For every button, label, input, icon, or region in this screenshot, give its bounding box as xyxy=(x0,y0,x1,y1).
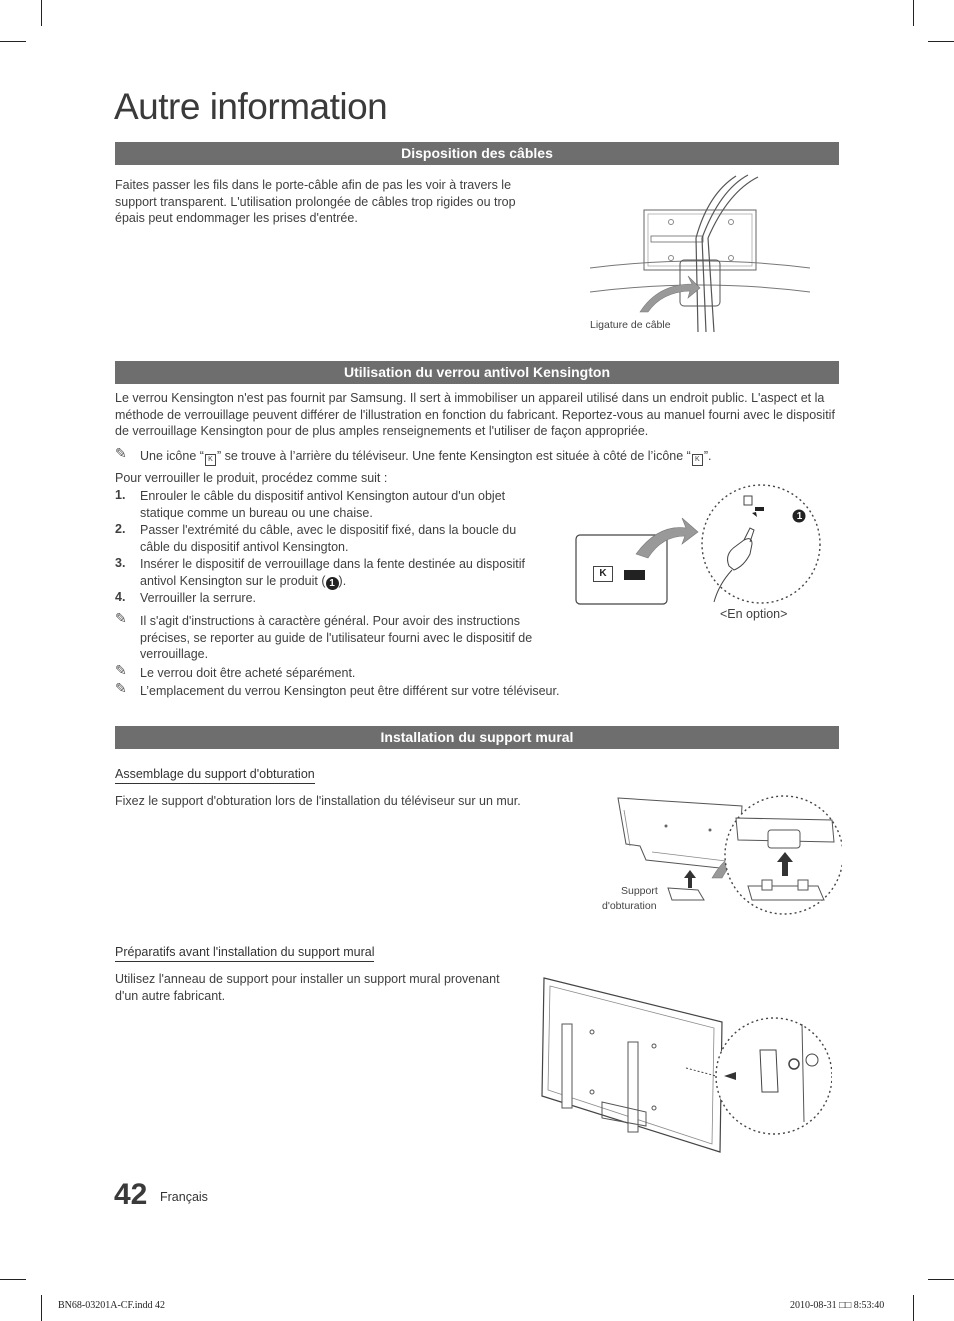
section-heading-kensington: Utilisation du verrou antivol Kensington xyxy=(115,361,839,384)
note-icon: ✎ xyxy=(115,610,127,626)
slug-right: 2010-08-31 □□ 8:53:40 xyxy=(790,1300,885,1311)
kensington-note: Le verrou doit être acheté séparément. xyxy=(140,666,356,680)
kensington-lock-illustration xyxy=(574,484,824,610)
marker-1: 1 xyxy=(796,511,803,522)
step-text: Enrouler le câble du dispositif antivol Kensington autour d'un objet statique comme un bureau ou une chaise. xyxy=(140,489,506,520)
crop-mark xyxy=(928,1279,954,1280)
step-number: 3. xyxy=(115,556,126,570)
crop-mark xyxy=(0,1279,26,1280)
kensington-icon: K xyxy=(205,454,216,466)
page-language: Français xyxy=(160,1190,208,1204)
crop-mark xyxy=(0,41,26,42)
subheading-wall-prep: Préparatifs avant l'installation du support mural xyxy=(115,945,374,962)
section-heading-wall-mount: Installation du support mural xyxy=(115,726,839,749)
wall-body-1: Fixez le support d'obturation lors de l'installation du téléviseur sur un mur. xyxy=(115,794,521,808)
optional-caption: <En option> xyxy=(720,607,788,621)
step-number: 2. xyxy=(115,522,126,536)
section-heading-cables: Disposition des câbles xyxy=(115,142,839,165)
kensington-procedure: Pour verrouiller le produit, procédez comme suit : xyxy=(115,471,388,485)
step-number: 1. xyxy=(115,488,126,502)
kensington-icon: K xyxy=(692,454,703,466)
kensington-note: Il s'agit d'instructions à caractère général. Pour avoir des instructions précises, se reporter au guide de l'utilisateur fourni avec le dispositif de verrouillage. xyxy=(140,614,533,661)
crop-mark xyxy=(928,41,954,42)
cable-tie-caption: Ligature de câble xyxy=(590,319,671,331)
wall-ring-illustration xyxy=(536,972,832,1160)
wall-body-2: Utilisez l'anneau de support pour installer un support mural provenant d'un autre fabricant. xyxy=(115,972,500,1003)
crop-mark xyxy=(913,0,914,26)
marker-1: 1 xyxy=(326,577,339,590)
slug-left: BN68-03201A-CF.indd 42 xyxy=(58,1300,165,1311)
step-text: Passer l'extrémité du câble, avec le dispositif fixé, dans la boucle du câble du dispositif antivol Kensington. xyxy=(140,523,517,554)
step-text: Verrouiller la serrure. xyxy=(140,591,257,605)
note-icon: ✎ xyxy=(115,662,127,678)
kensington-intro: Le verrou Kensington n'est pas fournit par Samsung. Il sert à immobiliser un appareil utilisé dans un endroit public. L'aspect et la méthode de verrouillage peuvent différer de l'illustration en fonction du fabricant. Reportez-vous au manuel fourni avec le dispositif de verrouillage Kensington pour de plus amples renseignements et l'utiliser de façon appropriée. xyxy=(115,391,835,438)
note-icon: ✎ xyxy=(115,445,127,461)
note-icon: ✎ xyxy=(115,680,127,696)
crop-mark xyxy=(913,1295,914,1321)
cables-body: Faites passer les fils dans le porte-câble afin de pas les voir à travers le support transparent. L'utilisation prolongée de câbles trop rigides ou trop épais peut endommager les prises d'entrée. xyxy=(115,178,516,225)
blanking-caption: d'obturation xyxy=(602,900,657,912)
step-text: Insérer le dispositif de verrouillage dans la fente destinée au dispositif antivol Kensington sur le produit ( 1 ). xyxy=(140,557,525,589)
crop-mark xyxy=(41,0,42,26)
subheading-blanking-bracket: Assemblage du support d'obturation xyxy=(115,767,315,784)
kensington-k-label: K xyxy=(593,566,613,582)
page-title: Autre information xyxy=(114,86,388,127)
cable-tie-illustration xyxy=(588,172,813,337)
kensington-icon-note: Une icône “ K ” se trouve à l’arrière du téléviseur. Une fente Kensington est située à côté de l’icône “ K ”. xyxy=(140,448,840,466)
step-number: 4. xyxy=(115,590,126,604)
page-number: 42 xyxy=(114,1178,148,1211)
crop-mark xyxy=(41,1295,42,1321)
kensington-note: L’emplacement du verrou Kensington peut être différent sur votre téléviseur. xyxy=(140,684,560,698)
blanking-caption: Support xyxy=(621,885,658,897)
